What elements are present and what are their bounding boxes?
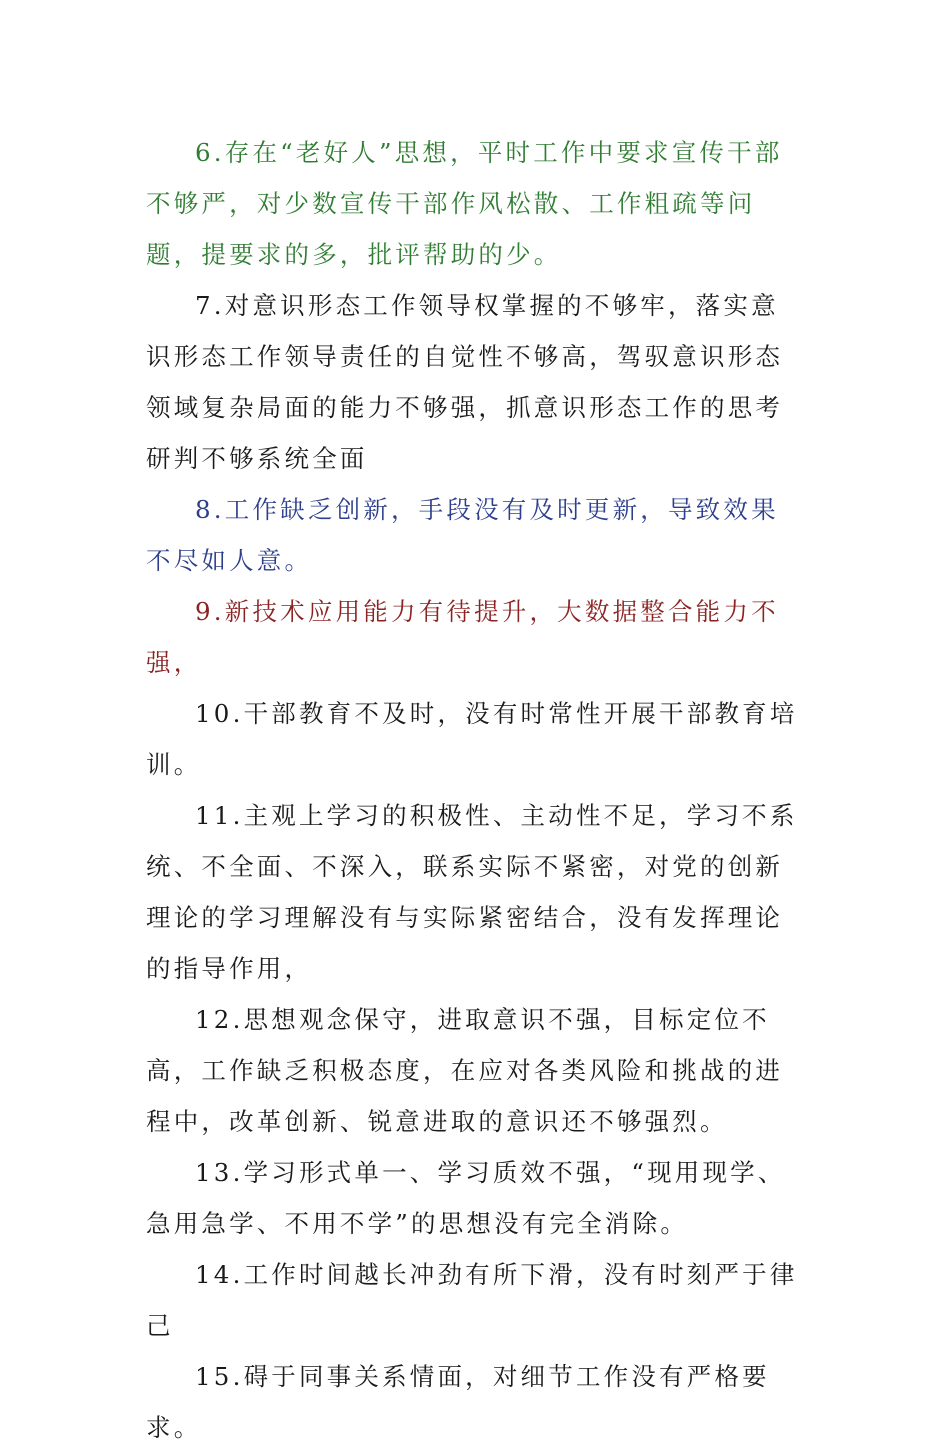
paragraph-item-14: 14.工作时间越长冲劲有所下滑，没有时刻严于律己 xyxy=(146,1260,798,1340)
paragraph-item-8: 8.工作缺乏创新，手段没有及时更新，导致效果不尽如人意。 xyxy=(146,495,779,575)
paragraph-item-6: 6.存在“老好人”思想，平时工作中要求宣传干部不够严，对少数宣传干部作风松散、工作粗疏等问题，提要求的多，批评帮助的少。 xyxy=(146,138,783,269)
paragraph-item-12: 12.思想观念保守，进取意识不强，目标定位不高，工作缺乏积极态度，在应对各类风险和挑战的进程中，改革创新、锐意进取的意识还不够强烈。 xyxy=(146,1005,784,1136)
paragraph-item-15: 15.碍于同事关系情面，对细节工作没有严格要求。 xyxy=(146,1362,770,1442)
paragraph-item-10: 10.干部教育不及时，没有时常性开展干部教育培训。 xyxy=(146,699,798,779)
paragraph-item-7: 7.对意识形态工作领导权掌握的不够牢，落实意识形态工作领导责任的自觉性不够高，驾驭意识形态领域复杂局面的能力不够强，抓意识形态工作的思考研判不够系统全面 xyxy=(146,291,784,473)
paragraph-item-13: 13.学习形式单一、学习质效不强，“现用现学、急用急学、不用不学”的思想没有完全消除。 xyxy=(146,1158,786,1238)
paragraph-item-9: 9.新技术应用能力有待提升，大数据整合能力不强， xyxy=(146,597,779,677)
paragraph-item-11: 11.主观上学习的积极性、主动性不足，学习不系统、不全面、不深入，联系实际不紧密，对党的创新理论的学习理解没有与实际紧密结合，没有发挥理论的指导作用， xyxy=(146,801,798,983)
document-body xyxy=(146,127,806,1453)
